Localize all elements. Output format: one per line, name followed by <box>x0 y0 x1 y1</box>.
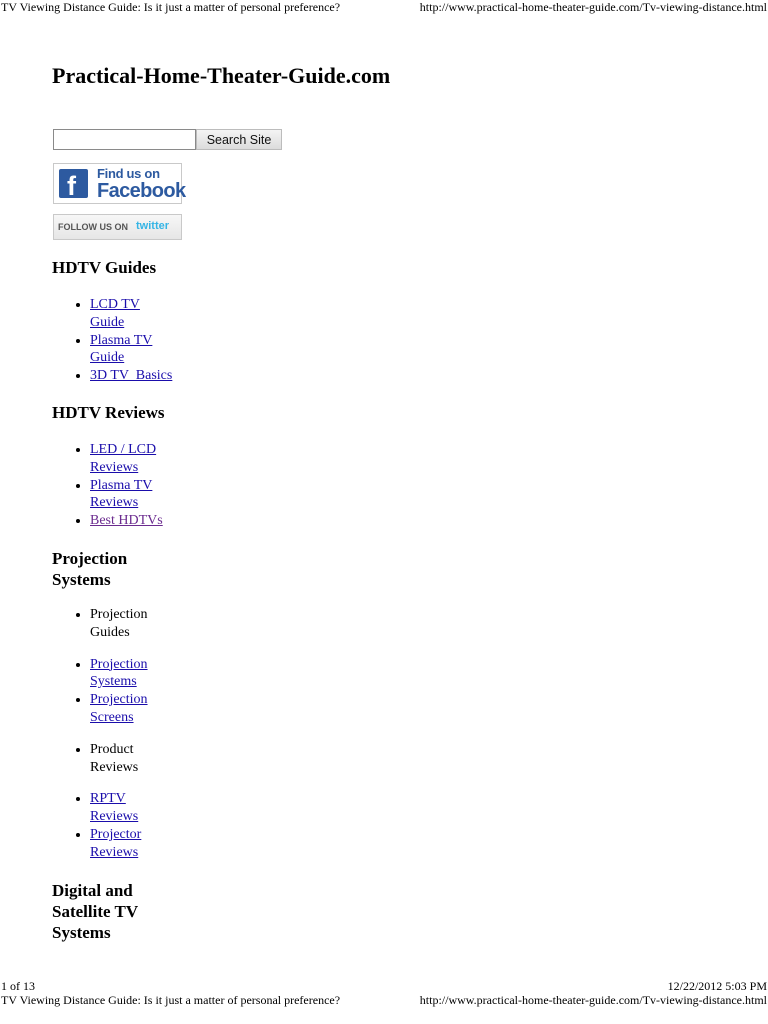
list-item <box>90 332 170 368</box>
link-projector-reviews[interactable]: Projector Reviews <box>90 826 142 860</box>
hdtv-reviews-list <box>52 441 212 530</box>
twitter-logo-text: twitter <box>136 220 169 232</box>
facebook-badge-line1: Find us on <box>97 166 160 181</box>
sidebar-nav <box>52 257 212 943</box>
print-datetime: 12/22/2012 5:03 PM <box>667 979 767 993</box>
list-item <box>90 606 170 642</box>
heading-projection-systems: Projection Systems <box>52 548 128 589</box>
heading-hdtv-guides: HDTV Guides <box>52 258 157 277</box>
print-header-title: TV Viewing Distance Guide: Is it just a matter of personal preference? <box>1 0 341 14</box>
projection-guides-group <box>52 606 212 642</box>
list-item <box>90 367 173 385</box>
link-projection-systems[interactable]: Projection Systems <box>90 656 148 690</box>
search-site-button[interactable]: Search Site <box>196 129 282 150</box>
link-3d-tv-basics[interactable]: 3D TV Basics <box>90 368 173 384</box>
list-item <box>90 441 170 477</box>
hdtv-guides-list <box>52 296 212 385</box>
projection-guides-label: Projection Guides <box>90 606 148 640</box>
twitter-badge[interactable] <box>53 214 182 240</box>
twitter-follow-text: FOLLOW US ON <box>58 222 128 232</box>
product-reviews-list <box>52 790 212 861</box>
print-page-count: 1 of 13 <box>1 979 35 993</box>
print-footer-title: TV Viewing Distance Guide: Is it just a matter of personal preference? <box>1 993 341 1007</box>
link-best-hdtvs[interactable]: Best HDTVs <box>90 513 163 529</box>
link-plasma-tv-reviews[interactable]: Plasma TV Reviews <box>90 477 153 511</box>
facebook-f-icon: f <box>59 169 88 198</box>
list-item <box>90 656 170 692</box>
heading-digital-satellite: Digital and Satellite TV Systems <box>52 880 138 942</box>
product-reviews-group <box>52 741 212 777</box>
search-form <box>53 129 283 150</box>
list-item <box>90 826 170 862</box>
list-item <box>90 512 170 530</box>
print-footer-url: http://www.practical-home-theater-guide.com/Tv-viewing-distance.html <box>419 993 767 1007</box>
link-led-lcd-reviews[interactable]: LED / LCD Reviews <box>90 441 157 475</box>
link-rptv-reviews[interactable]: RPTV Reviews <box>90 791 139 825</box>
link-lcd-tv-guide[interactable]: LCD TV Guide <box>90 297 140 330</box>
list-item <box>90 477 170 513</box>
link-plasma-tv-guide[interactable]: Plasma TV Guide <box>90 332 153 366</box>
product-reviews-label: Product Reviews <box>90 741 139 775</box>
search-input[interactable] <box>53 129 196 150</box>
site-title: Practical-Home-Theater-Guide.com <box>52 63 391 88</box>
list-item <box>90 790 170 826</box>
print-header-url: http://www.practical-home-theater-guide.com/Tv-viewing-distance.html <box>419 0 767 14</box>
projection-guides-list <box>52 656 212 727</box>
facebook-badge[interactable] <box>53 163 186 204</box>
list-item <box>90 296 170 332</box>
link-projection-screens[interactable]: Projection Screens <box>90 692 148 725</box>
list-item <box>90 741 170 777</box>
facebook-badge-line2: Facebook <box>97 180 186 202</box>
list-item <box>90 691 170 727</box>
heading-hdtv-reviews: HDTV Reviews <box>52 402 165 422</box>
